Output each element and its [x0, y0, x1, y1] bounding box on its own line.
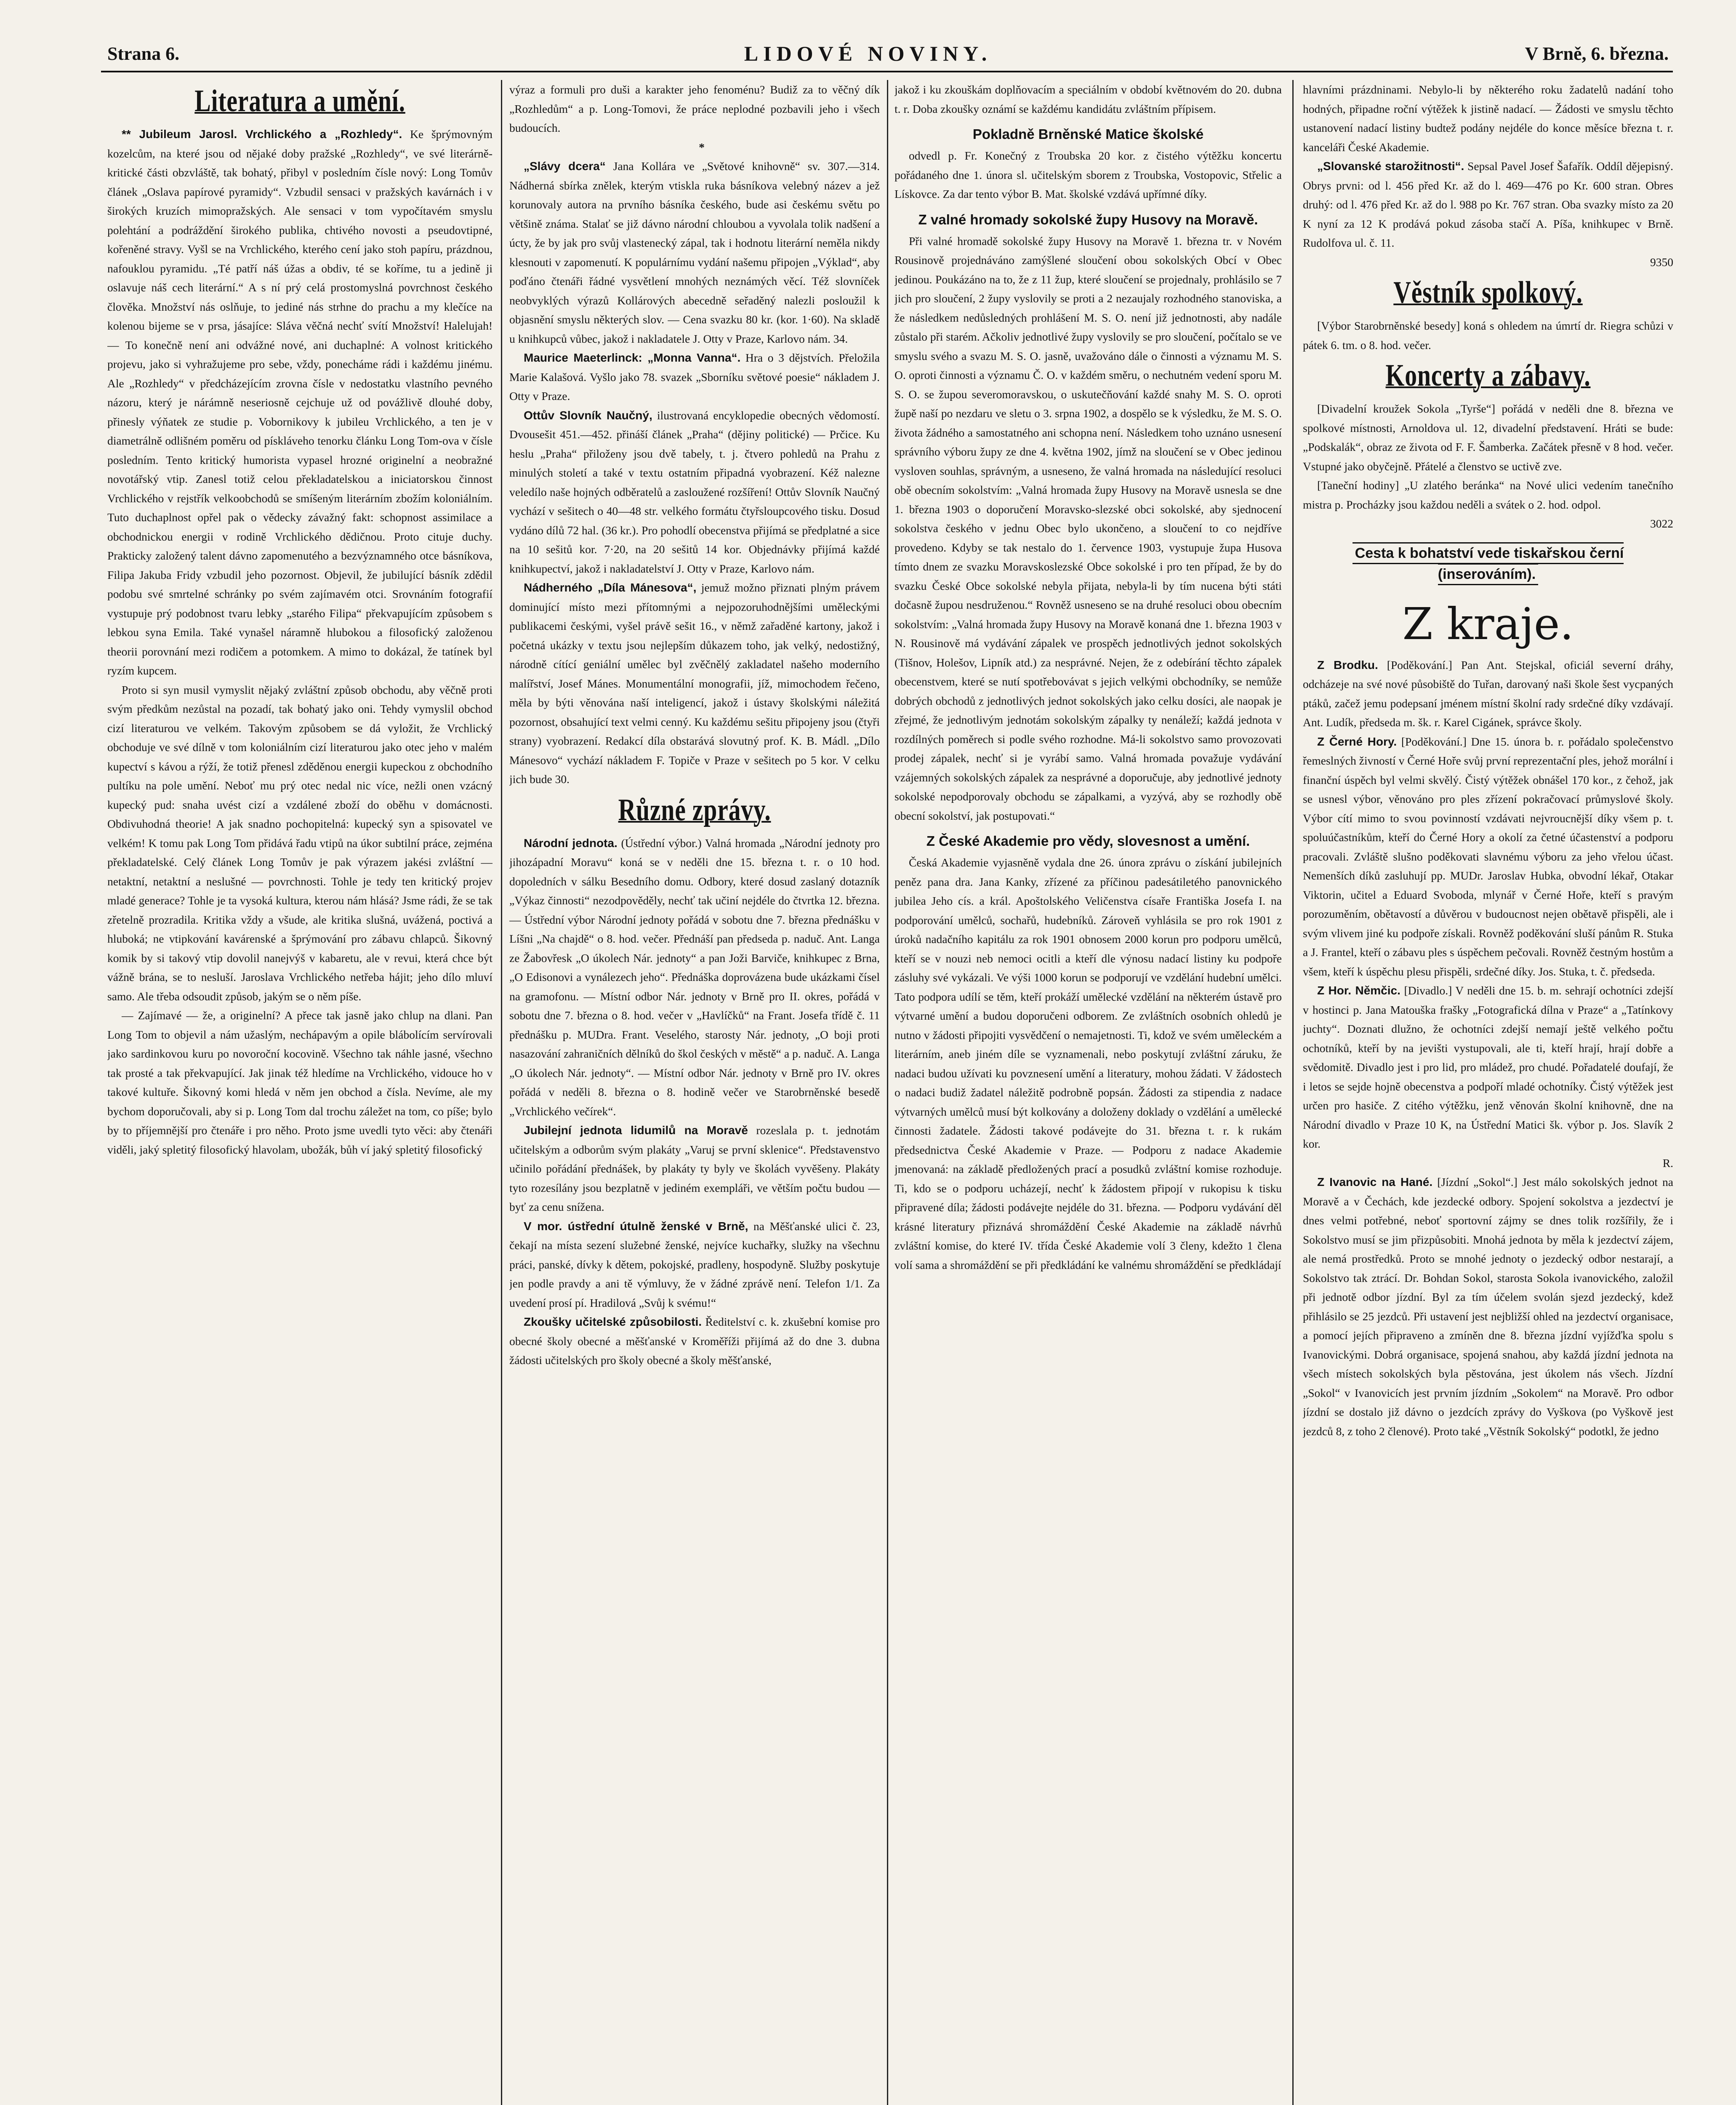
article-title: Z Hor. Němčic. [1317, 984, 1401, 997]
article-paragraph [509, 1217, 880, 1313]
article-title: V mor. ústřední útulně ženské v Brně, [524, 1219, 748, 1233]
article-title: Z Černé Hory. [1317, 735, 1397, 748]
section-heading-club-news: Věstník spolkový. [1393, 275, 1583, 310]
page-number: Strana 6. [107, 43, 180, 64]
column-divider [501, 80, 502, 2105]
column-4 [1303, 80, 1673, 2105]
article-title: Nádherného „Díla Mánesova“, [524, 581, 697, 594]
article-text: [Jízdní „Sokol“.] Jest málo sokolských jednot na Moravě a v Čechách, kde jezdecké odbory. Spojení sokolstva a jezdectví je dnes velmi potřebné, neboť sportovní zájmy se dnes tolik rozšířily, že i Sokolstvo musí se jim přizpůsobiti. Mnohá jednota by měla k jezdectví zájem, ale nemá prostředků. Proto se mnohé jednoty o jezdecký odbor nestarají, a Sokolstvo tak ztrácí. Dr. Bohdan Sokol, starosta Sokola ivanovického, založil při jednotě odbor jízdní. Byl za tím účelem svolán sjezd jezdecký, kdež přihlásilo se 25 jezdců. Při ustavení jest nejbližší ohled na jezdectví organisace, a pomocí jejích připraveno a zmíněn dne 8. března jízdní vyjížďka spolu s Ivanovickými. Dobrá organisace, spojená snahou, aby každá jízdní jednota na všech místech sokolských byla pěstována, jest úkolem nás všech. Jízdní „Sokol“ v Ivanovicích jest prvním jízdním „Sokolem“ na Moravě. Pro odbor jízdní se dostalo již dávno o jezdcích zprávy do Vyškova (po Vyškově jest jezdců 8, z toho 2 členové). Proto také „Věstník Sokolský“ podotkl, že jedno [1303, 1175, 1673, 1438]
article-title: Z Ivanovic na Hané. [1317, 1175, 1433, 1188]
article-paragraph [509, 406, 880, 578]
advertising-slogan [1303, 543, 1673, 585]
article-paragraph [509, 578, 880, 789]
article-title: „Slávy dcera“ [524, 160, 606, 173]
article-text: [Poděkování.] Dne 15. února b. r. pořádalo společenstvo řemeslných živností v Černé Hoře svůj první reprezentační ples, jehož morální i finanční úspěch byl velmi skvělý. Čistý výtěžek obnášel 170 kor., z čehož, jak se usnesl výbor, věnováno pro ples zřízení pokračovací průmyslové školy. Výbor cítí mimo to svou povinností vzdávati nejvroucnější díky všem p. t. spoluúčastníkům, kteří do Černé Hory a okolí za četné účastenství a podporu pracovali. Zvláště slušno poděkovati slavnému výboru za jeho vřelou účast. Nemenších díků zasluhují pp. MUDr. Jaroslav Hubka, obvodní lékař, Otakar Viktorin, učitel a Eduard Svoboda, mlynář v Černé Hoře, kteří s pravým porozuměním, obětavostí a důvěrou v budoucnost nejen obětavě přispěli, ale i svým vlivem jiné ku podpoře získali. Rovněž poděkování sluší pánům R. Stuka a J. Frantel, kteří o zábavu ples s úspěchem pečovali. Rovněž čestným hostům a všem, kteří k úspěchu plesu přispěli, srdečné díky. Jos. Stuka, t. č. předseda. [1303, 735, 1673, 978]
article-heading: Pokladně Brněnské Matice školské [972, 126, 1204, 142]
article-paragraph [107, 125, 493, 680]
article-paragraph [509, 157, 880, 348]
dateline: V Brně, 6. března. [1525, 43, 1669, 64]
article-paragraph [1303, 732, 1673, 981]
article-paragraph: Při valné hromadě sokolské župy Husovy na Moravě 1. března tr. v Novém Rousinově projednáváno zamýšlené sloučení obou sokolských Obcí v Obec jedinou. Poukázáno na to, že z 11 žup, které sloučení se projednaly, prohlásilo se 7 jich pro sloučení, 2 župy vyslovily se proti a 2 nezaujaly rozhodného stanoviska, a že následkem nedůsledných prohlášení M. S. O. není již jednotnosti, aby nadále zůstalo při starém. Ačkoliv jednotlivé župy vyslovily se pro sloučení, počítalo se ve smyslu svého a svazu M. S. O. jasně, uvažováno dále o činnosti a významu M. S. O. oproti činnosti a významu Č. O. v každém směru, o nechutném vedení sporu M. S. O. se župou severomoravskou, o uskutečňování každé snahy M. S. O. oproti župě naší po nezdaru ve sletu o 3. srpna 1902, a dospělo se k výsledku, že M. S. O. života žádného a samostatného ani schopna není. Následkem toho uznáno usnesení správního výboru župy ze dne 4. května 1902, jímž na sloučení se v Obec jedinou vysloven souhlas, správným, a usneseno, že valná hromada na následující resoluci obě obecním sokolstvím: „Valná hromada župy Husovy na Moravě usnesla se dne 1. března 1903 o doporučení Moravsko-slezské obci sokolské, aby sjednocení sokolstva českého v jednu Obec bylo ukončeno, a sloučení to co nejdříve provedeno. Kdyby se tak nestalo do 1. července 1903, vystupuje župa Husova tímto dnem ze svazku Moravskoslezské Obce sokolské i pro ten případ, že by do svazku České Obce sokolské nebyla přijata, nebyla-li by tím nucena býti státi dočasně župou nesdruženou.“ Rovněž usneseno se na druhé resoluci obou obecním sokolstvím: „Valná hromada župy Husovy na Moravě konaná dne 1. března 1903 v N. Rousinově má vydávání zápalek ve prospěch jednotlivých jednot sokolských (Tišnov, Holešov, Lipník atd.) za nesprávné. Nejen, že z odebírání těchto zápalek obecenstvem, které se nutí spotřebovávat s jejich velkými obchodníky, se nemůže dobrých obchodů z jednotlivých jednot sokolských jako celku dosíci, ale naopak je zřejmé, že jednotlivým jednotám sokolským zápalky ty nenáleží; každá jednota v rozdílných poměrech si podle svého rozhodne. Má-li sokolstvo samo provozovati prodej zápalek, nechť si je vyrábí samo. Valná hromada považuje vydávání vzájemných sokolských zápalek za nesprávné a doporučuje, aby jednotlivé jednoty sokolské nepodporovaly obchodu se zápalkami, a vyzývá, aby se rozhodly obě obecní sokolství, jak postupovati.“ [895, 234, 1282, 822]
column-divider [1292, 80, 1294, 2105]
article-text: Hra o 3 dějstvích. Přeložila Marie Kalašová. Vyšlo jako 78. svazek „Sborníku světové poesie“ nákladem J. Otty v Praze. [509, 351, 880, 402]
article-text: jemuž možno přiznati plným právem dominující místo mezi přítomnými a nejpozoruhodnějšími uměleckými publikacemi českými, vyšel právě sešit 16., v němž zařaděné kartony, jakož i početná ukázky v textu jsou nejlepším důkazem toho, jak velký, nedostižný, národně cítící geniální umělec byl zvěčnělý zakladatel našeho moderního malířství, Josef Mánes. Monumentální monografii, jíž, mimochodem řečeno, měla by býti věnována naší inteligencí, jakož i ústavy školskými náležitá pozornost, obsahující text velmi cenný. Ku každému sešitu připojeny jsou (čtyři strany) vyobrazení. Redakcí díla obstarává slovutný prof. K. B. Mádl. „Dílo Mánesovo“ vychází nákladem F. Topiče v Praze v sešitech po 5 kor. V celku jich bude 30. [509, 581, 880, 786]
article-paragraph [509, 1312, 880, 1370]
article-title: Ottův Slovník Naučný, [524, 408, 652, 422]
section-heading-literature: Literatura a umění. [194, 84, 405, 118]
article-title: Národní jednota. [524, 836, 618, 850]
masthead-title: LIDOVÉ NOVINY. [744, 42, 992, 65]
article-text: na Měšťanské ulici č. 23, čekají na místa sezení služebné ženské, nejvíce kuchařky, služky na všechnu práci, panské, dívky k dětem, pokojské, pradleny, hospodyně. Služby poskytuje jen podle pravdy a ani tě výmluvy, že v žádné zprávě není. Telefon 1/1. Za uvedení prosí pí. Hradilová „Svůj k svému!“ [509, 1219, 880, 1309]
article-title: Maurice Maeterlinck: „Monna Vanna“. [524, 351, 741, 364]
article-paragraph [509, 834, 880, 1121]
column-2 [509, 80, 880, 2105]
article-text: [Poděkování.] Pan Ant. Stejskal, oficiál severní dráhy, odcházeje na své nové působiště do Tuřan, darovaný naši škole šest vycpaných ptáků, začež jemu podepsaní jménem místní školní rady srdečné díky vzdávají. Ant. Ludík, předseda m. šk. r. Karel Cigánek, správce školy. [1303, 658, 1673, 729]
article-paragraph: výraz a formuli pro duši a karakter jeho fenoménu? Budiž za to věčný dík „Rozhledům“ a p. Long-Tomovi, že práce neplodné pozbavili jeho i všech budoucích. [509, 83, 880, 134]
article-text: Ke šprýmovným kozelcům, na které jsou od nějaké doby pražské „Rozhledy“, ve své literárně-kritické části obzvláště, tak bohatý, přibyl v posledním čísle nový: Long Tomův článek „Oslava papírové pyramidy“. Vzbudil sensaci v pražských kavárnách i v širokých kruzích mimopražských. Ale sensaci v tom vypočítavém smyslu polehtání a podráždění širokého publika, chtivého novosti a pseudovtipné, kořeněné stravy. Vyšl se na Vrchlického, kterého cení jako stoh papíru, prázdnou, nafouklou pyramidu. „Té patří náš úžas a obdiv, té se koříme, tu a jedině ji oslavuje náš cech literární.“ A s ní prý celá prostomyslná povrchnost českého člověka. Množství nás oslňuje, to jediné nás strhne do prachu a my klečíce na kolenou bijeme se v prsa, jásajíce: Sláva věčná nechť svítí Množství! Halelujah! — To konečně není ani odvážné nové, ani duchaplné: A volnost kritického projevu, jako si vyhražujeme pro sebe, vždy, ponecháme rádi i každému jinému. Ale „Rozhledy“ v předcházejícím zrovna čísle v nedostatku vlastního pevného názoru, který je nárámně neseriosně cejchuje už od povážlivě dlouhé doby, přinesly výňatek ze studie p. Vobornikovy k jubileu Vrchlického, a ten je v diametrálně odlišném poměru od pískláveho tenorku článku Long Tom-ova v čísle posledním. Tento kritický humorista vypasel hrozné originelní a neobražné novotářský vtip. Zanesl totiž celou překladatelskou a iniciatorskou činnost Vrchlického v rejstřík velkoobchodů se smíšeným literárním zbožím koloniálním. Tuto duchaplnost opřel pak o vědecky závažný fakt: schopnost assimilace a obchodnickou energii v rodině Vrchlického dědičnou. Proto cituje duchy. Prakticky založený talent dávno zapomenutého a bezvýznamného otce básníkova, Filipa Jakuba Fridy vzbudil jeho pozornost. Objevil, že jubilující básník zdědil podobu své smrtelné schránky po svém zajímavém otci. Srovnáním fotografií vystupuje prý podobnost tvaru lebky „starého Filipa“ překvapujícím způsobem s lebkou syna Emila. Také vynašel náramně hlubokou a filosofický založenou theorii porovnání mezi rodičem a potomkem. A mimo to dokázal, že tatínek byl ryzím kupcem. [107, 128, 493, 677]
article-text: Sepsal Pavel Josef Šafařík. Oddíl dějepisný. Obrys prvni: od l. 456 před Kr. až do l. 469—476 po Kr. 600 stran. Obres druhý: od l. 476 před Kr. až do l. 988 po Kr. 767 stran. Oba svazky místo za 20 K nyní za 12 K prodává pokud zásoba stačí A. Píša, knihkupec v Brně. Rudolfova ul. č. 11. [1303, 160, 1673, 249]
column-1 [107, 80, 493, 2105]
article-paragraph [1303, 1172, 1673, 1441]
article-title: „Slovanské starožitnosti“. [1317, 160, 1464, 173]
article-paragraph: [Taneční hodiny] „U zlatého beránka“ na Nové ulici vedením tanečního mistra p. Procházky jsou každou neděli a svátek o 2. hod. odpol. [1303, 479, 1673, 511]
article-paragraph [1303, 157, 1673, 253]
article-text: [Divadlo.] V neděli dne 15. b. m. sehrají ochotníci zdejší v hostinci p. Jana Matouška frašky „Fotografická dílna v Praze“ a „Tatínkovy juchty“. Doznati dlužno, že ochotníci zdejší nemají ještě velkého počtu ochotníků, kteří by na jevišti vystupovali, ale ti, kteří hrají, hrají dobře a svědomitě. Divadlo jest i pro lid, pro mládež, pro chudé. Pořadatelé doufají, že i letos se sejde hojně obecenstva a podpoří mladé ochotníky. Čistý výtěžek jest určen pro hasiče. Z citého výtěžku, jenž věnován školní knihovně, dne na Národní divadlo v Praze 10 K, na Ústřední Matici šk. výbor p. Jos. Slavík 2 kor. [1303, 984, 1673, 1150]
section-heading-concerts: Koncerty a zábavy. [1385, 358, 1591, 393]
article-text: rozeslala p. t. jednotám učitelským a odborům svým plakáty „Varuj se první sklenice“. Představenstvo učinilo pořádání přednášek, by plakáty ty byly ve školách vyvěšeny. Plakáty tyto rozesílány jsou bezplatně v jediném exempláři, ve větším počtu budou — byť za cenu snížena. [509, 1124, 880, 1213]
signature: R. [1662, 1156, 1673, 1170]
article-paragraph [509, 1121, 880, 1217]
article-title: ** Jubileum Jarosl. Vrchlického a „Rozhledy“. [122, 128, 402, 141]
header-rule [101, 71, 1673, 72]
advertising-slogan-text: Cesta k bohatství vede tiskařskou černí (inserováním). [1353, 542, 1624, 585]
article-paragraph [509, 348, 880, 406]
article-title: Z Brodku. [1317, 658, 1378, 671]
article-text: ilustrovaná encyklopedie obecných vědomostí. Dvousešit 451.—452. přináší článek „Praha“ (dějiny politické) — Prčice. Ku heslu „Praha“ přiloženy jsou dvě tabely, t. j. čtvero pohledů na Prahu z minulých století a také v textu ostatním připadná vyobrazení. Kéž nalezne veledílo naše hojných odběratelů a zasloužené rozšíření! Ottův Slovník Naučný vychází v sešitech o 40—48 str. velkého formátu čtyřsloupcového tisku. Dosud vydáno dílů 72 hal. (36 kr.). Pro pohodlí obecenstva přijímá se předplatné a sice na 10 sešitů kor. 7·20, na 20 sešitů 14 kor. Objednávky přijímá každé knihkupectví, jakož i nakladatelství J. Otty v Praze, Karlovo nám. [509, 408, 880, 575]
article-paragraph [1303, 981, 1673, 1154]
article-paragraph: jakož i ku zkouškám doplňovacím a speciálním v období květnovém do 20. dubna t. r. Doba zkoušky oznámí se každému kandidátu zvláštním přípisem. [895, 83, 1282, 115]
separator-star: * [699, 140, 705, 154]
section-heading-misc-news: Různé zprávy. [618, 792, 771, 827]
column-divider [887, 80, 888, 2105]
article-text: Jana Kollára ve „Světové knihovně“ sv. 307.—314. Nádherná sbírka znělek, kterým vtiskla ruka básníkova velebný název a jež korunovaly autora na prvního básníka českého, bude asi českému světu po většině známa. Stalať se již dávno národní chloubou a vyvolala tolik nadšení a úcty, že by jak pro svůj vlastenecký zápal, tak i hodnotu literární neměla nikdy klesnouti v zapomenutí. K populárnímu vydání našemu připojen „Výklad“, aby poďáno čtenáři řádné vysvětlení mnohých neznámých věcí. Též slovníček neobvyklých výrazů Kollárových abecedně seřaděný nalezli posloužil k objasnění smyslu některých slov. — Cena svazku 80 kr. (kor. 1·60). Na skladě u knihkupců vůbec, jakož i nakladatele J. Otty v Praze, Karlovo nám. 34. [509, 160, 880, 345]
running-header [0, 30, 1736, 71]
article-text: (Ústřední výbor.) Valná hromada „Národní jednoty pro jihozápadní Moravu“ koná se v neděli dne 15. března t. r. o 10 hod. dopoledních v sálku Besedního domu. Odbory, které dosud zaslaný dotazník „Výkaz činnosti“ nezodpověděly, nechť tak učiní nejdéle do čtvrtka 12. března. — Ústřední výbor Národní jednoty pořádá v sobotu dne 7. března přednášku v Líšni „Na chajdě“ o 8. hod. večer. Přednáší pan předseda p. naduč. Ant. Langa ze Žabovřesk „O úkolech Nár. jednoty“ a pan Joži Barviče, knihkupec z Brna, „O Edisonovi a vynálezech jeho“. Přednáška doprovázena bude ukázkami čísel na gramofonu. — Místní odbor Nár. jednoty v Brně pro II. okres, pořádá v sobotu dne 7. března o 8. hod. večer v „Havlíčků“ na Frant. Josefa třídě č. 11 přednášku p. MUDra. Frant. Veselého, starosty Nár. jednoty, „O boji proti nasazování zahraničních dělníků do škol českých v městě“ a p. naduč. A. Langa „O úkolech Nár. jednoty“. — Místní odbor Nár. jednoty v Brně pro IV. okres pořádá v neděli 8. března o 8. hodině večer ve Starobrněnské besedě „Vrchlického večírek“. [509, 836, 880, 1118]
article-text: Ředitelství c. k. zkušební komise pro obecné školy obecné a měšťanské v Kroměříži přijímá až do dne 3. dubna žádosti učitelských pro školy obecné a školy měšťanské, [509, 1315, 880, 1367]
article-paragraph: — Zajímavé — že, a originelní? A přece tak jasně jako chlup na dlani. Pan Long Tom to objevil a nám užaslým, nechápavým a opile blábolícím servírovali jako sardinkovou kuru po novoroční kocovině. Všechno tak náhle jasné, všechno tak prosté a tak překvapující. Jak jinak též hledíme na Vrchlického, vidouce ho v takové kultuře. Šikovný komi hledá v něm jen obchod a čísla. Nevíme, ale my bychom doporučovali, aby si p. Long Tom dal trochu záležet na tom, co píše; bylo by to příjemnější pro čtenáře i pro něho. Proto jsme uvedli tyto věci: aby čtenáři viděli, jaký spletitý filosofický hlavolam, ubožák, bůh ví jaký spletitý filosofický [107, 1009, 493, 1156]
article-title: Jubilejní jednota lidumilů na Moravě [524, 1124, 748, 1137]
section-heading-regions: Z kraje. [1402, 598, 1574, 650]
column-3 [895, 80, 1282, 2105]
article-paragraph: odvedl p. Fr. Konečný z Troubska 20 kor. z čistého výtěžku koncertu pořádaného dne 1. února sl. učitelským sborem z Troubska, Vostopovic, Střelic a Lískovce. Za dar tento výbor B. Mat. školské vzdává upřímné díky. [895, 149, 1282, 200]
article-heading: Z České Akademie pro vědy, slovesnost a umění. [926, 833, 1250, 849]
article-paragraph: [Divadelní kroužek Sokola „Tyrše“] pořádá v neděli dne 8. března ve spolkové místnosti, Arnoldova ul. 12, divadelní představení. Hráti se bude: „Podskalák“, obraz ze života od F. F. Šamberka. Začátek přesně v 8 hod. večer. Vstupné jako obyčejně. Přátelé a členstvo se uctivě zve. [1303, 402, 1673, 473]
article-paragraph: [Výbor Starobrněnské besedy] koná s ohledem na úmrtí dr. Riegra schůzi v pátek 6. tm. o 8. hod. večer. [1303, 319, 1673, 352]
article-paragraph: Proto si syn musil vymyslit nějaký zvláštní způsob obchodu, aby věčně proti svým předkům nezůstal na pozadí, tak bohatý jako oni. Tehdy vymyslil obchod cizí literaturou ve velkém. Takovým způsobem se dá vyložit, že Vrchlický obchoduje ve své dílně v tom koloniálním cizí literaturou jako otec jeho v malém kupectví s kávou a rýží, že totiž přenesl zděděnou energii kupeckou z obchodního pultíku na pole umění. Neboť mu prý otec nedal nic více, nežli onen vzácný kupecký pud: snaha uvést cizí a vzdálené zboží do oběhu v domácnosti. Obdivuhodná theorie! A jak snadno pochopitelná: kupecký syn a spisovatel ve velkém! K tomu pak Long Tom přidává řadu vtipů na úkor subtilní práce, zejména překladatelské. Celý článek Long Tomův je pak výrazem jakési zvláštní — netaktní, netaktní a neslušné — povrchnosti. Tohle je tedy ten kritický projev mladé generace? Tohle je ta vysoká kultura, kterou nám hlásá? Jsme rádi, že se tak zřetelně prozradila. Kritika vždy a všude, ale kritika slušná, uvážená, poctivá a hluboká; ne vtipkování kavárenské a šprýmování pro zábavu chlapců. Šikovný komik by si takový vtip dovolil nanejvýš v kabaretu, ale v revui, která chce být vážně brána, se to nesluší. Jaroslava Vrchlického netřeba hájit; jeho dílo mluví samo. Ale třeba odsoudit způsob, jakým se o něm píše. [107, 683, 493, 1003]
article-paragraph: hlavními prázdninami. Nebylo-li by některého roku žadatelů nadání toho hodných, připadne roční výtěžek k jistině nadací. — Žádosti ve smyslu těchto ustanovení nadací listiny budtež podány nejdéle do konce měsíce března t. r. kanceláři České Akademie. [1303, 83, 1673, 154]
ad-number: 9350 [1650, 255, 1673, 269]
article-paragraph: Česká Akademie vyjasněně vydala dne 26. února zprávu o získání jubilejních peněz pana dra. Jana Kanky, zřízené za příčinou padesátiletého panovnického jubilea Jeho cís. a král. Apoštolského Veličenstva císaře Františka Josefa I. na podporování umělců, sochařů, hudebníků. Zároveň vyhlásila se pro rok 1901 z úroků nadačního kapitálu za rok 1901 obnosem 2000 korun pro podporu umělců, kteří se v nouzi neb nemoci ocitli a kteří dle výnosu nadací listiny ku podpoře zásluhy své vykázali. Ve výši 1000 korun se podporují ve vzdělání hudební umělci. Tato podpora udílí se těm, kteří prokáží umělecké vzdělání na některém ústavě pro výtvarné umění a budou doporučeni odborem. Ze zvláštních osobních ohledů je nutno v žádosti připojiti vysvědčení o nemajetnosti. Ti, kdož ve svém uměleckém a literárním, aneb jiném díle se vyznamenali, nebo poskytují zvláštní záruku, že nadaci budou užívati ku povznesení umění a literatury, mohou žádati. V žádostech o nadaci budiž žadatel náležitě podrobně popsán. Žádosti za stipendia z nadace výtvarných umělců musí být kolkovány a doloženy doklady o vzdělání a umělecké činnosti žadatele. Žádosti takové podávejte do 31. března t. r. k rukám předsednictva České Akademie v Praze. — Podporu z nadace Akademie jmenovaná: na základě předložených prací a posudků zvláštní komise rozhoduje. Ti, kdo se o podporu ucházejí, nechť k žádostem připojí v rukopisu k tisku připravené díla; žádosti podávejte nejdéle do 31. března. — Podporu vydávání děl krásné literatury přiznává shromáždění České Akademie na základě návrhů zvláštní komise, do které IV. třída České Akademie volí 3 členy, kdežto 1 člena volí sama a shromáždění se při předkládání ke valnému shromáždění se předkládají [895, 856, 1282, 1271]
article-paragraph [1303, 655, 1673, 732]
article-title: Zkoušky učitelské způsobilosti. [524, 1315, 702, 1328]
article-heading: Z valné hromady sokolské župy Husovy na Moravě. [918, 211, 1258, 227]
ad-number: 3022 [1650, 517, 1673, 530]
